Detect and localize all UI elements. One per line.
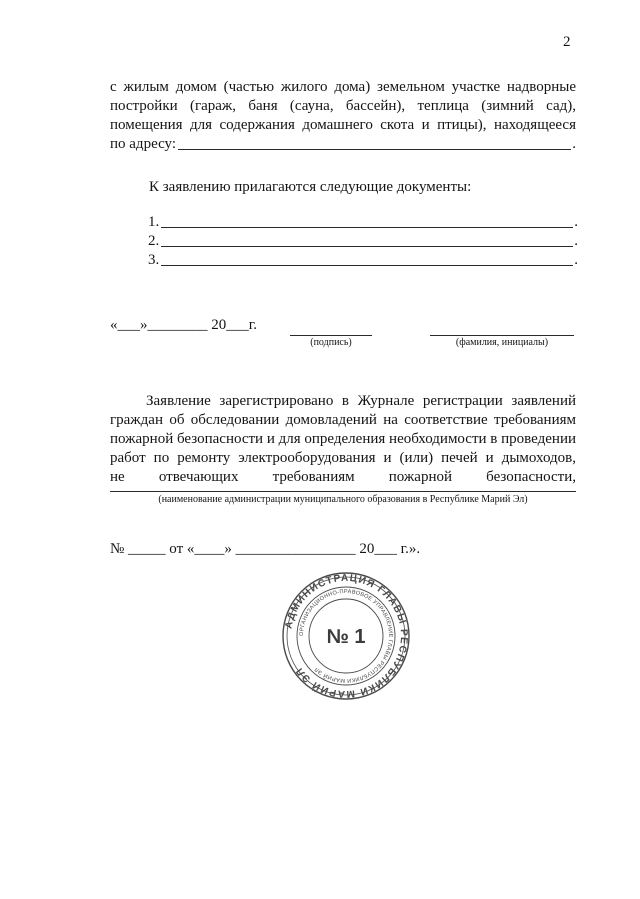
list-item: [148, 251, 578, 270]
name-caption: (фамилия, инициалы): [455, 337, 549, 348]
date-field[interactable]: «___»________ 20___г.: [110, 317, 257, 333]
paragraph-line: Заявление зарегистрировано в Журнале регистрации заявлений: [146, 393, 576, 409]
paragraph-line: помещения для содержания домашнего скота и птицы), находящееся: [110, 117, 576, 133]
paragraph-line: постройки (гараж, баня (сауна, бассейн), теплица (зимний сад),: [110, 98, 576, 114]
signature-caption: (подпись): [310, 337, 352, 348]
address-end: .: [572, 136, 576, 152]
item-number: 1.: [148, 214, 160, 230]
stamp-inner-text: ОРГАНИЗАЦИОННО-ПРАВОВОЕ УПРАВЛЕНИЕ ГЛАВЫ РЕСПУБЛИКИ МАРИЙ ЭЛ: [298, 588, 394, 684]
paragraph-line: не отвечающих требованиям пожарной безопасности,: [110, 469, 576, 485]
documents-list: [148, 213, 578, 270]
item-number: 2.: [148, 233, 160, 249]
paragraph-line: граждан об обследовании домовладений на соответствие требованиям: [110, 412, 576, 428]
signature-line[interactable]: [290, 334, 372, 336]
administration-caption: (наименование администрации муниципального образования в Республике Марий Эл): [158, 494, 528, 505]
item-end: .: [574, 252, 578, 268]
address-line: [110, 135, 576, 154]
paragraph-line: с жилым домом (частью жилого дома) земельном участке надворные: [110, 79, 576, 95]
item-end: .: [574, 233, 578, 249]
item-number: 3.: [148, 252, 160, 268]
administration-name-line[interactable]: [110, 490, 576, 492]
registration-number-line[interactable]: № _____ от «____» ________________ 20___ г.».: [110, 541, 421, 557]
address-fill-line[interactable]: [178, 148, 571, 150]
list-item: [148, 232, 578, 251]
documents-intro: К заявлению прилагаются следующие документы:: [149, 179, 472, 195]
item-end: .: [574, 214, 578, 230]
registration-paragraph: [110, 392, 576, 487]
name-line[interactable]: [430, 334, 574, 336]
document-fill-line[interactable]: [161, 245, 573, 247]
property-description-paragraph: [110, 78, 576, 154]
list-item: [148, 213, 578, 232]
address-label: по адресу:: [110, 136, 177, 152]
paragraph-line: работ по ремонту электрооборудования и (или) печей и дымоходов,: [110, 450, 576, 466]
stamp-outer-text: АДМИНИСТРАЦИЯ ГЛАВЫ РЕСПУБЛИКИ МАРИЙ ЭЛ: [283, 572, 410, 700]
document-fill-line[interactable]: [161, 226, 573, 228]
paragraph-line: пожарной безопасности и для определения необходимости в проведении: [110, 431, 576, 447]
page-number: 2: [563, 34, 571, 50]
stamp-center-number: № 1: [326, 626, 366, 648]
document-fill-line[interactable]: [161, 264, 573, 266]
official-stamp: [280, 572, 412, 700]
